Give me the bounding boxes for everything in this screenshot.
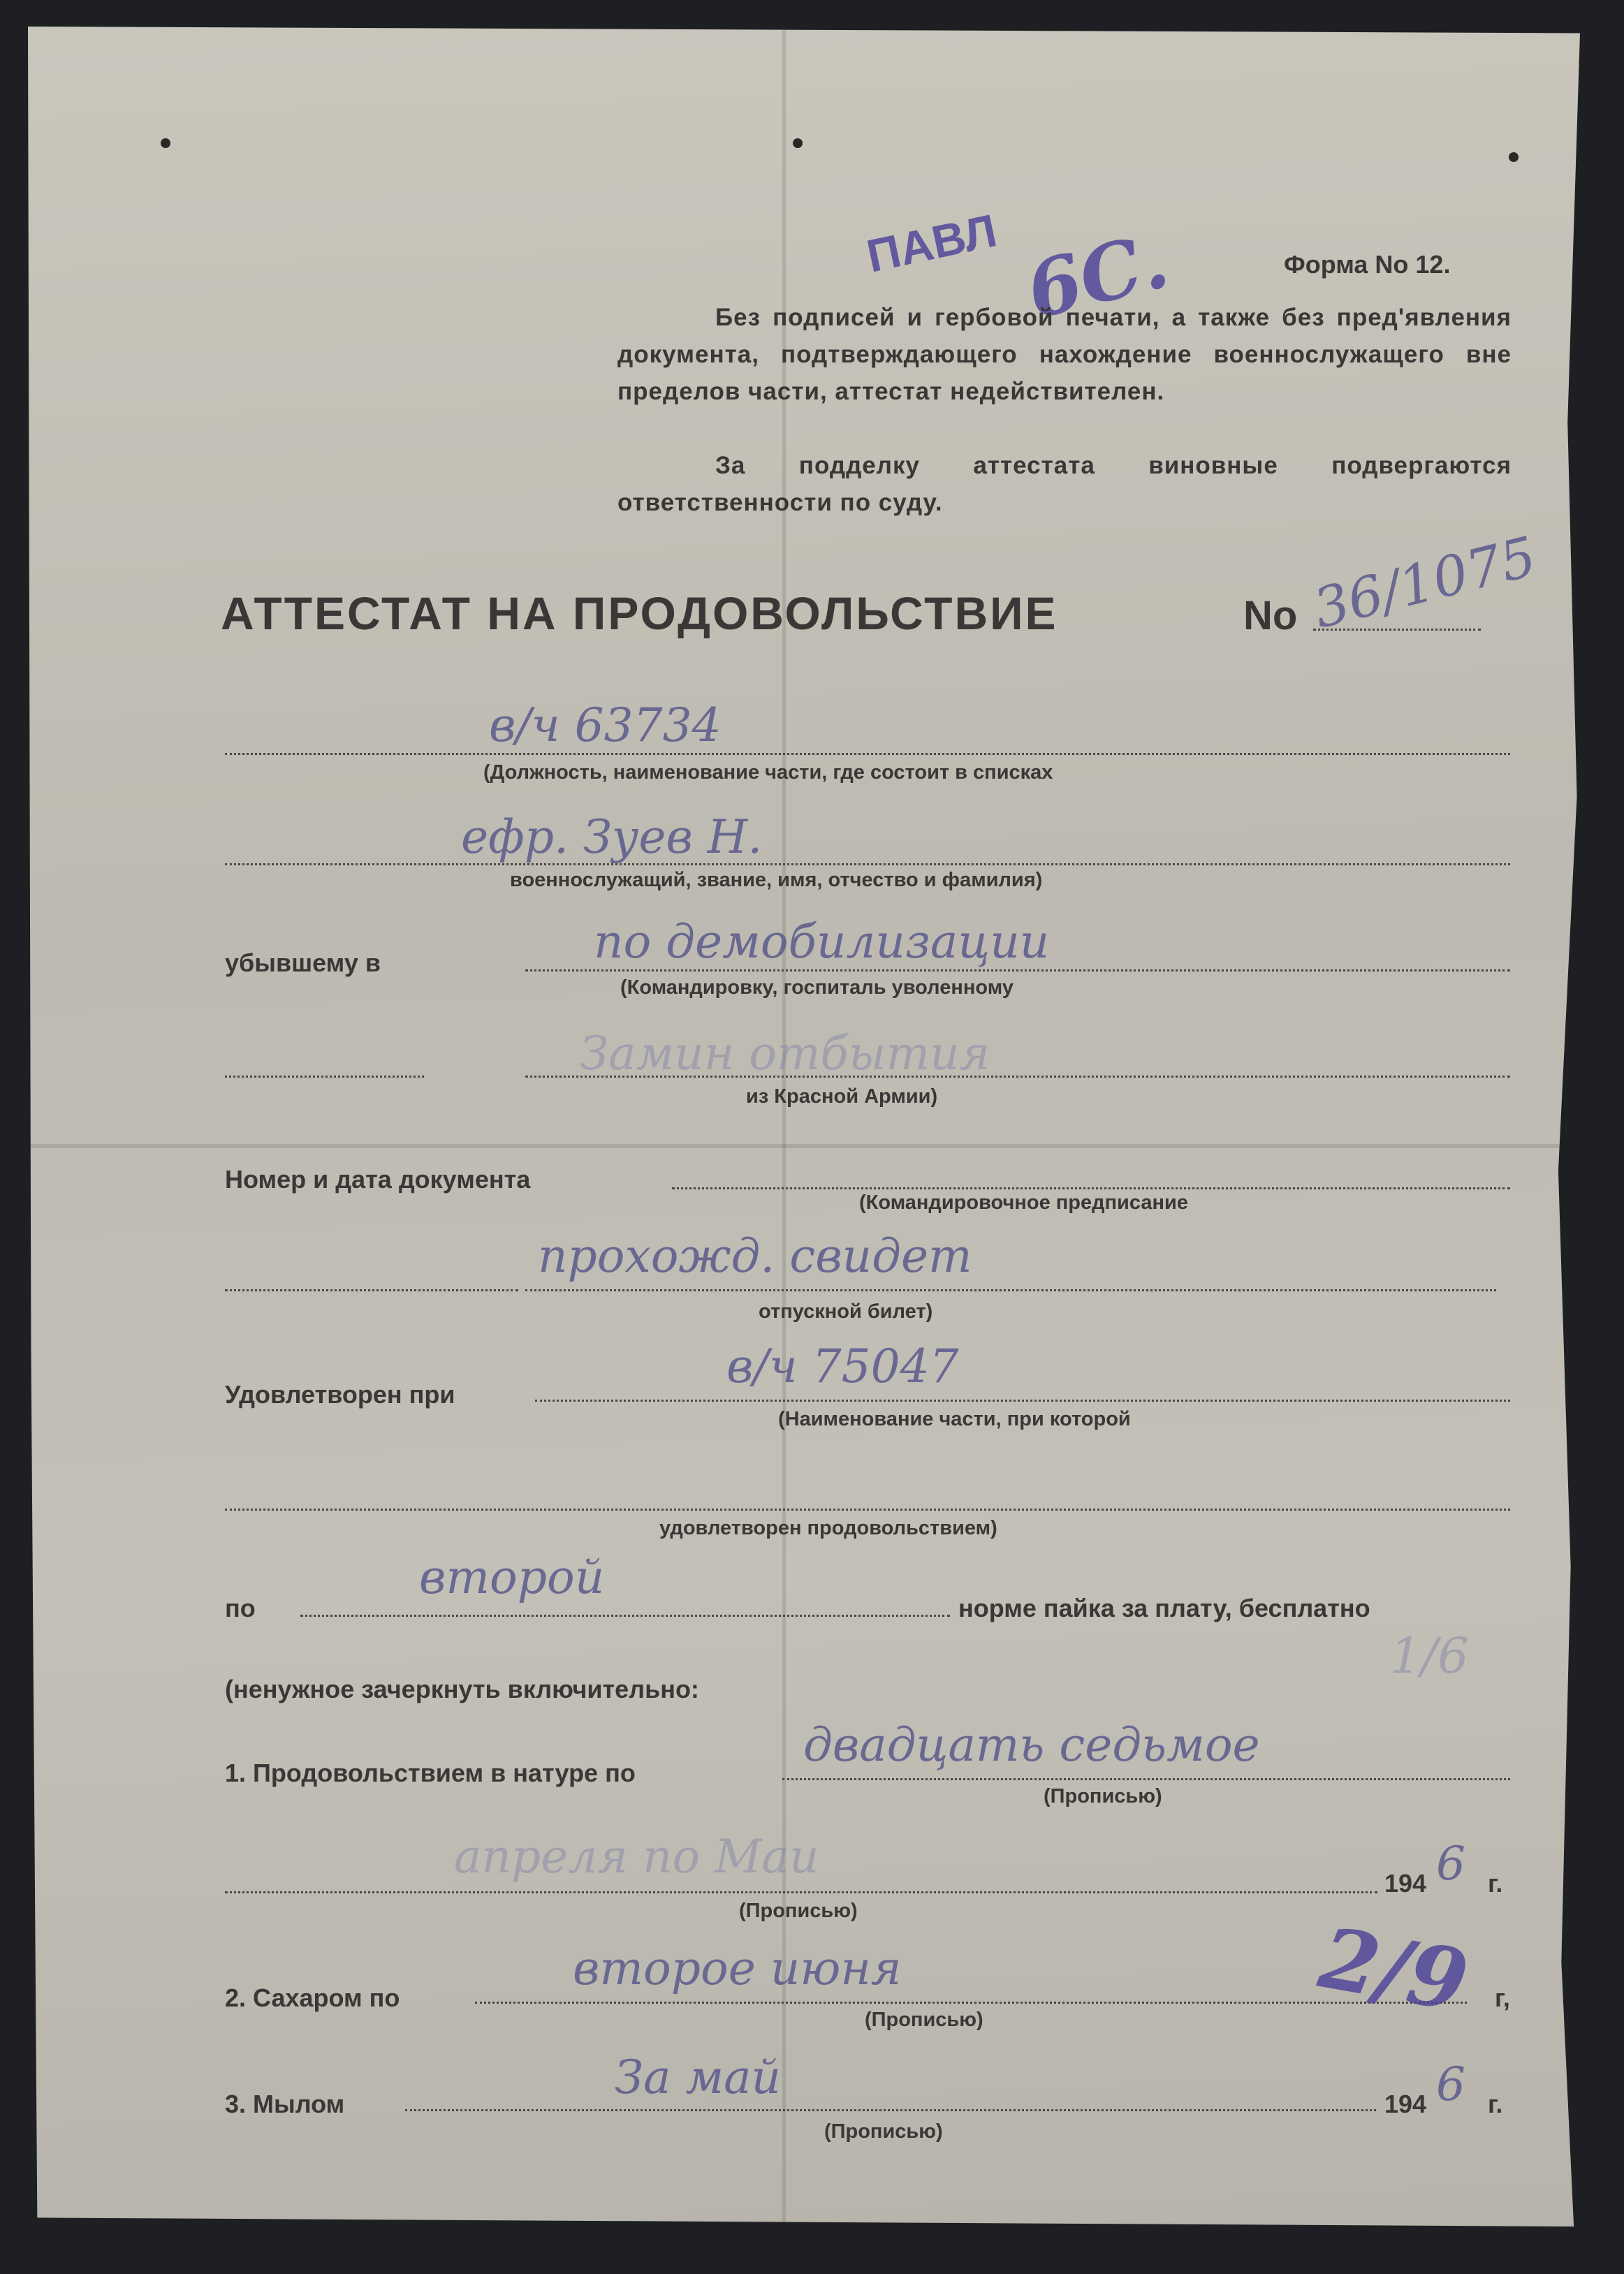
sugar-caption: (Прописью) — [865, 2009, 983, 2031]
satisfied-label: Удовлетворен при — [225, 1380, 455, 1409]
food-year-handwritten: 6 — [1436, 1837, 1465, 1891]
leave-caption: отпускной билет) — [759, 1300, 933, 1323]
soap-label: 3. Мылом — [225, 2090, 345, 2118]
departed-handwritten: по демобилизации — [594, 915, 1050, 969]
unit-caption: (Должность, наименование части, где состоит в списках — [483, 761, 1053, 784]
title-number-label: No — [1243, 593, 1298, 638]
food-year-label: 194 — [1384, 1869, 1427, 1898]
departed-label: убывшему в — [225, 948, 381, 977]
food-line — [782, 1778, 1510, 1780]
doc-label: Номер и дата документа — [225, 1165, 531, 1194]
departed-handwritten-2: Замин отбытия — [580, 1027, 990, 1080]
food-handwritten-2: апреля по Маи — [454, 1830, 819, 1884]
corner-number: 2/9 — [1312, 1908, 1475, 2032]
soap-handwritten: За май — [615, 2051, 782, 2104]
horizontal-fold — [28, 1144, 1580, 1148]
unit-handwritten: в/ч 63734 — [489, 698, 722, 752]
person-line — [225, 863, 1510, 865]
punch-hole-left — [161, 138, 170, 148]
norm-label: норме пайка за плату, бесплатно — [958, 1594, 1370, 1622]
unit-line — [225, 753, 1510, 755]
norm-po-label: по — [225, 1594, 256, 1622]
satisfied-line-2 — [225, 1509, 1510, 1511]
doc-line — [672, 1187, 1510, 1189]
doc-caption: (Командировочное предписание — [859, 1191, 1188, 1214]
army-caption: из Красной Армии) — [746, 1085, 938, 1108]
punch-hole-mid — [793, 138, 803, 148]
attestat-number-handwritten: 36/1075 — [1307, 525, 1543, 641]
food-caption: (Прописью) — [1044, 1785, 1162, 1807]
sugar-g-label: г, — [1495, 1983, 1510, 2012]
warning-paragraph-2: За подделку аттестата виновные подвергаются ответственности по суду. — [617, 452, 1512, 516]
document-title: АТТЕСТАТ НА ПРОДОВОЛЬСТВИЕ — [221, 587, 1058, 639]
soap-line — [405, 2109, 1376, 2111]
departed-line — [525, 969, 1510, 971]
food-label: 1. Продовольствием в натуре по — [225, 1759, 636, 1787]
doc-line-2b — [525, 1289, 1496, 1291]
food-line-2 — [225, 1891, 1377, 1893]
sugar-handwritten: второе июня — [573, 1942, 902, 1995]
food-g-label: г. — [1488, 1869, 1503, 1898]
food-caption-2: (Прописью) — [739, 1900, 858, 1922]
sugar-label: 2. Сахаром по — [225, 1983, 400, 2012]
strike-note: (ненужное зачеркнуть включительно: — [225, 1675, 699, 1703]
satisfied-handwritten: в/ч 75047 — [726, 1340, 959, 1393]
satisfied-caption: (Наименование части, при которой — [778, 1408, 1131, 1430]
person-handwritten: ефр. Зуев Н. — [461, 810, 763, 864]
soap-year-label: 194 — [1384, 2090, 1427, 2118]
army-line-short — [225, 1076, 424, 1078]
doc-line-2a — [225, 1289, 518, 1291]
warning-paragraph-1: Без подписей и гербовой печати, а также без пред'явления документа, подтверждающего нахождение военнослужащего вне пределов части, аттестат недействителен. — [617, 304, 1512, 405]
soap-caption: (Прописью) — [824, 2120, 943, 2143]
person-caption: военнослужащий, звание, имя, отчество и фамилия) — [510, 869, 1043, 891]
soap-year-handwritten: 6 — [1436, 2057, 1465, 2111]
stamp-top: ПАВЛ — [862, 204, 1002, 282]
doc-handwritten: прохожд. свидет — [538, 1229, 972, 1283]
punch-hole-right — [1509, 152, 1519, 162]
form-number: Форма No 12. — [1284, 250, 1451, 279]
satisfied-line — [535, 1400, 1510, 1402]
margin-number: 1/6 — [1390, 1627, 1469, 1685]
food-handwritten: двадцать седьмое — [803, 1718, 1260, 1772]
norm-handwritten: второй — [419, 1550, 605, 1604]
norm-line — [300, 1615, 950, 1617]
satisfied-food-caption: удовлетворен продовольствием) — [659, 1517, 997, 1539]
departed-caption: (Командировку, госпиталь уволенному — [620, 976, 1014, 999]
stamp-mark: 6С. — [1018, 214, 1177, 337]
soap-g-label: г. — [1488, 2090, 1503, 2118]
